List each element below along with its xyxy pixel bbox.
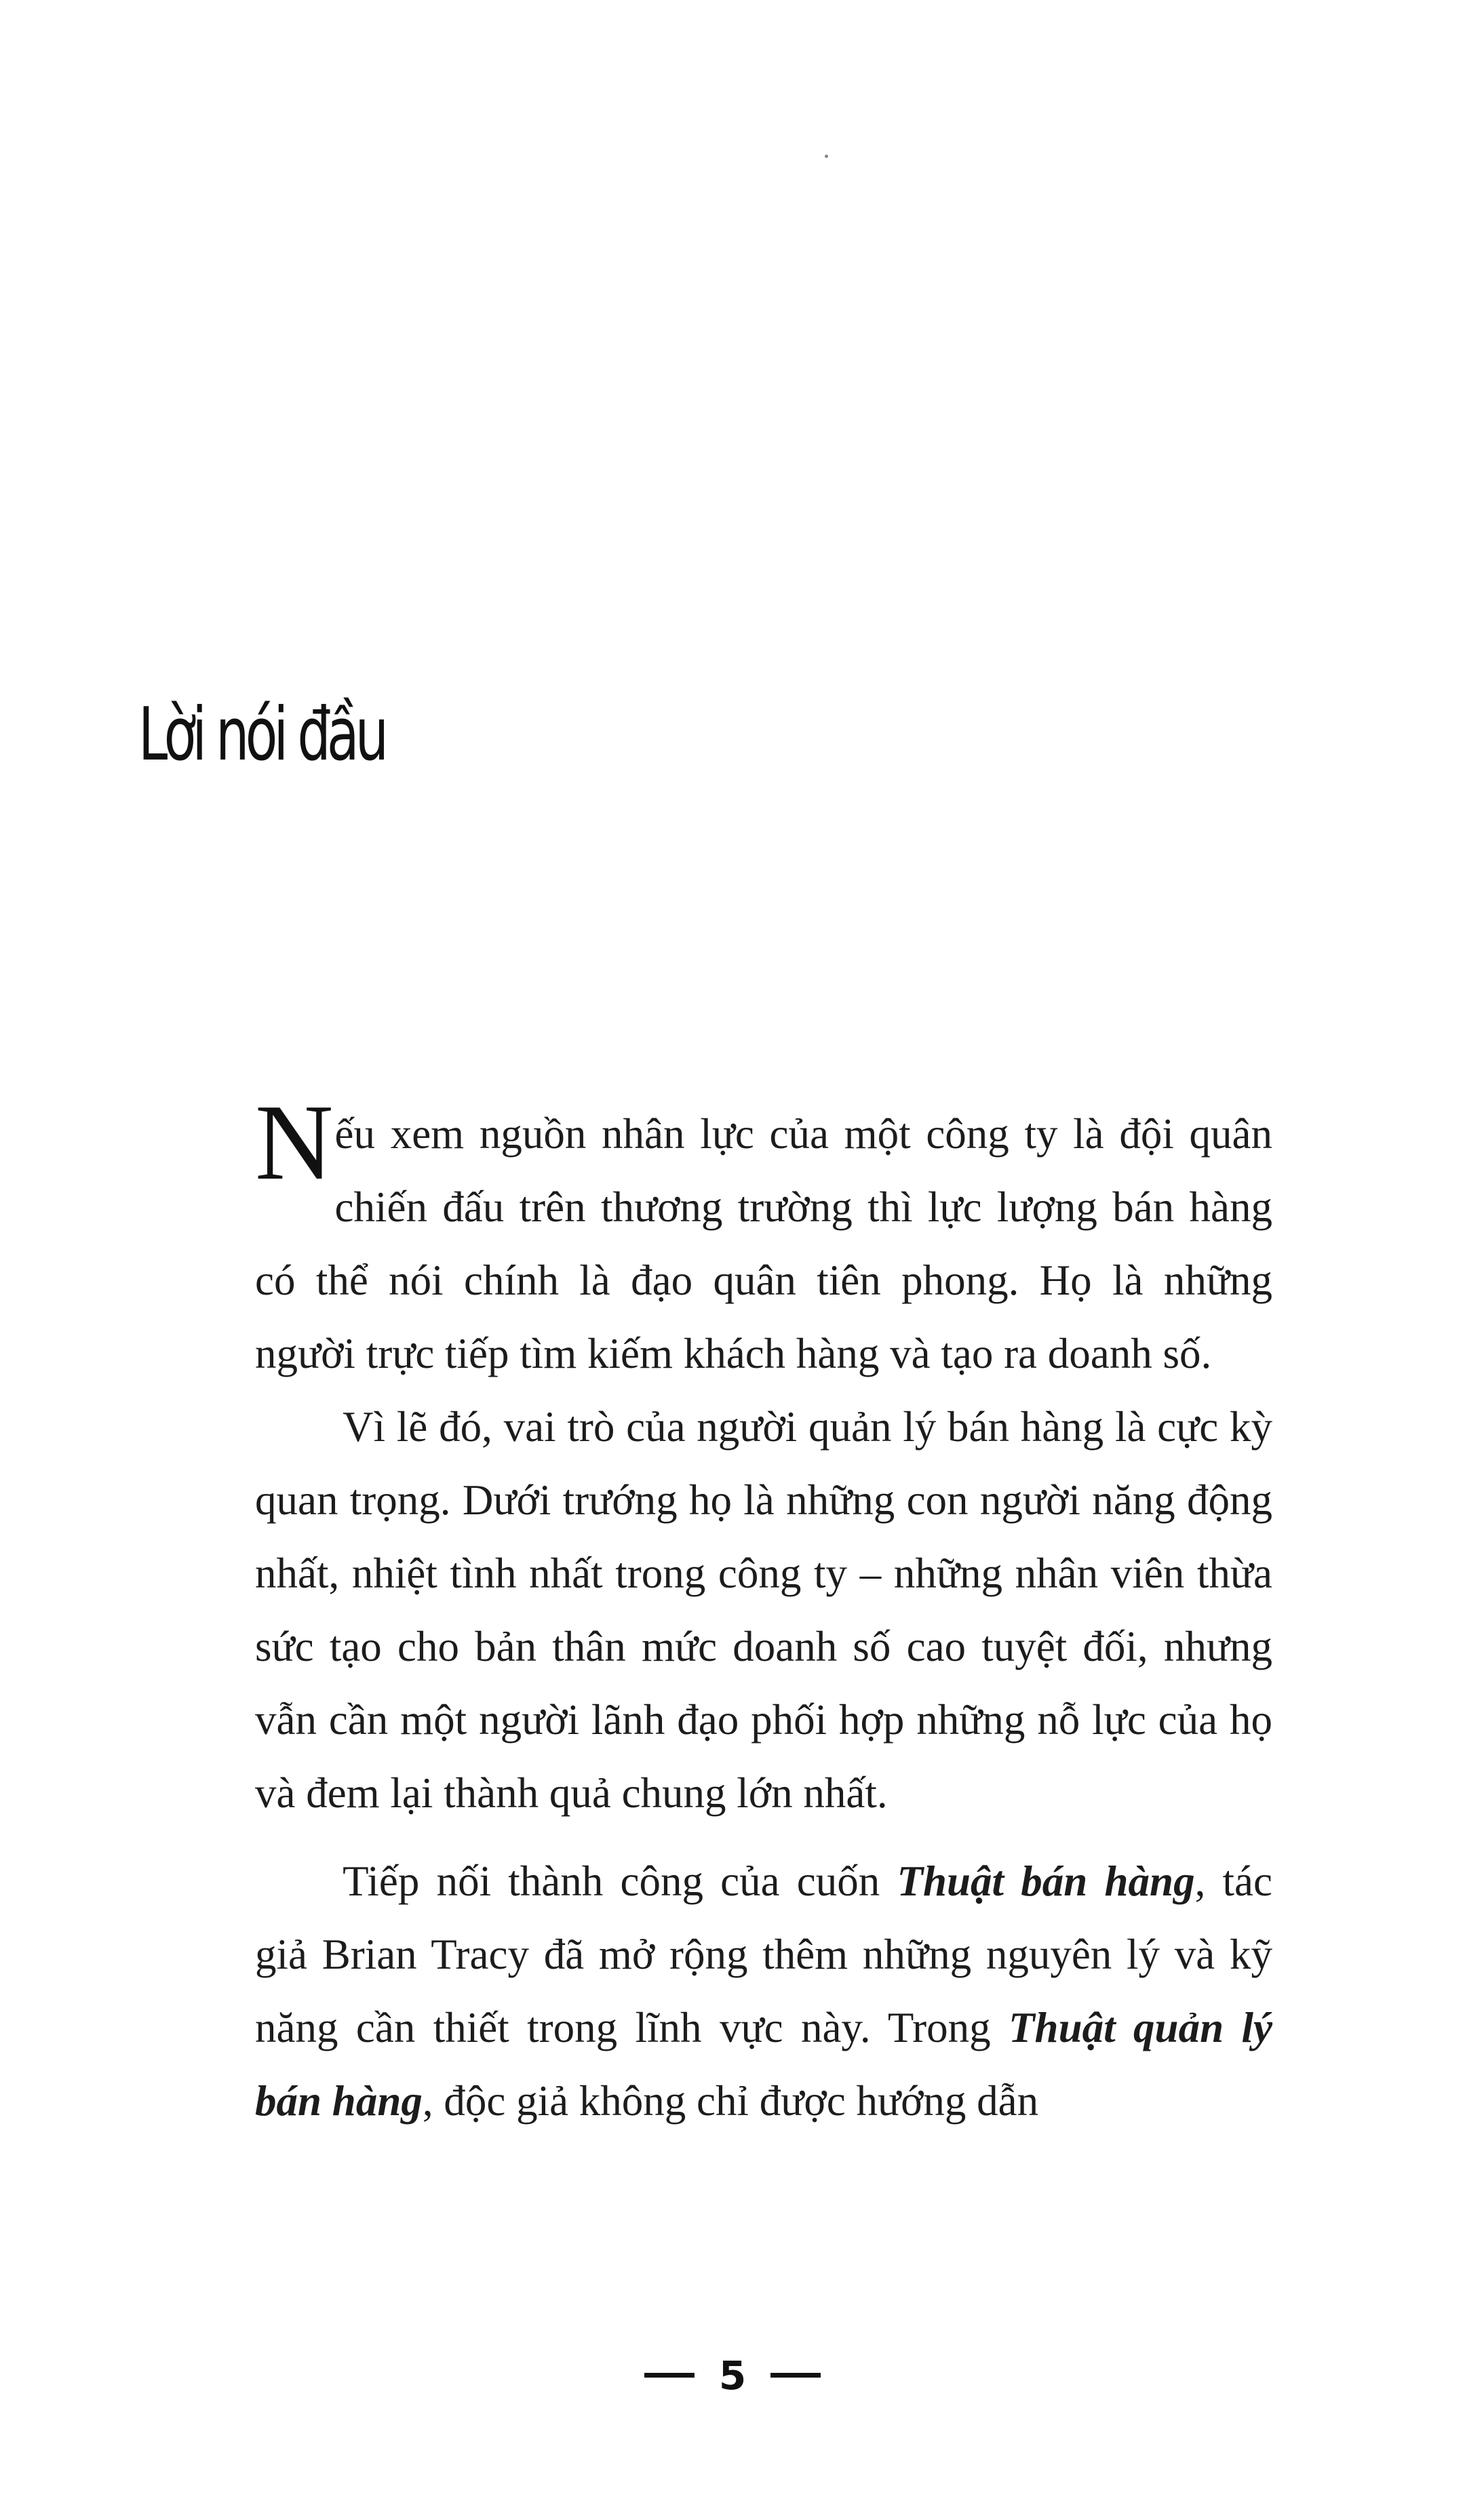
page-number: 5 xyxy=(718,2352,747,2399)
paragraph-2 xyxy=(255,1390,1272,1830)
page-footer xyxy=(0,2352,1465,2399)
book-title-thuat-quan-ly-ban-hang: Thuật quản lý bán hàng xyxy=(255,2004,1272,2125)
paragraph-1 xyxy=(255,1082,1272,1390)
paragraph-3-text-b: , tác giả Brian Tracy đã mở rộng thêm những nguyên lý và kỹ năng cần thiết trong lĩnh vực này. Trong xyxy=(255,1857,1272,2051)
chapter-heading: Lời nói đầu xyxy=(138,692,385,777)
drop-cap: N xyxy=(255,1082,334,1202)
folio-dash-right xyxy=(770,2373,821,2378)
book-title-thuat-ban-hang: Thuật bán hàng xyxy=(897,1857,1195,1905)
paragraph-2-text: Vì lẽ đó, vai trò của người quản lý bán hàng là cực kỳ quan trọng. Dưới trướng họ là những con người năng động nhất, nhiệt tình nhất trong công ty – những nhân viên thừa sức tạo cho bản thân mức doanh số cao tuyệt đối, nhưng vẫn cần một người lãnh đạo phối hợp những nỗ lực của họ và đem lại thành quả chung lớn nhất. xyxy=(255,1403,1272,1817)
print-speck xyxy=(825,155,828,158)
body-text xyxy=(255,1082,1272,2138)
paragraph-3-text-a: Tiếp nối thành công của cuốn xyxy=(343,1857,897,1905)
paragraph-3-text-c: , độc giả không chỉ được hướng dẫn xyxy=(422,2077,1039,2125)
folio-dash-left xyxy=(644,2373,695,2378)
paragraph-3 xyxy=(255,1845,1272,2138)
paragraph-1-text: ếu xem nguồn nhân lực của một công ty là đội quân chiến đấu trên thương trường thì lực lượng bán hàng có thể nói chính là đạo quân tiên phong. Họ là những người trực tiếp tìm kiếm khách hàng và tạo ra doanh số. xyxy=(255,1110,1272,1377)
